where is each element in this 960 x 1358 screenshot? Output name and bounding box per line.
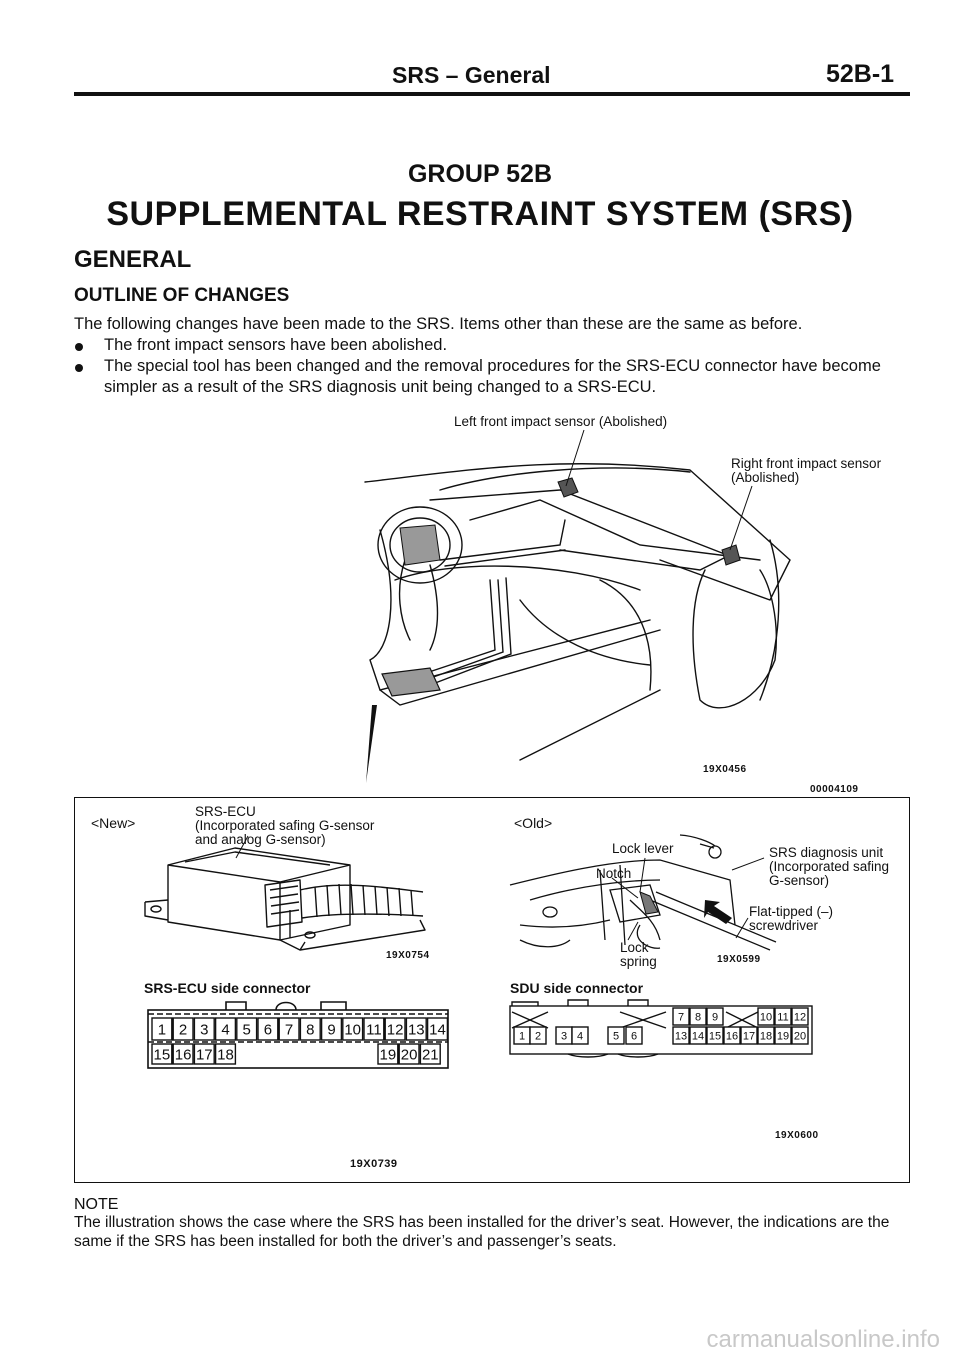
pointer-wedge	[366, 705, 377, 783]
lock-lever-label: Lock lever	[612, 841, 674, 856]
connector-pin-label: 7	[284, 1021, 294, 1039]
srs-ecu-connector-diagram	[146, 1000, 456, 1072]
old-tag: <Old>	[514, 815, 553, 831]
connector-pin-label: 8	[694, 1011, 702, 1024]
connector-pin-label: 6	[263, 1021, 273, 1039]
srs-ecu-label-2: (Incorporated safing G-sensor	[195, 818, 375, 833]
sdu-removal-illustration	[500, 830, 800, 960]
connector-pin-label: 4	[576, 1030, 584, 1043]
watermark: carmanualsonline.info	[706, 1326, 940, 1353]
sdu-connector-title: SDU side connector	[510, 980, 644, 996]
connector-pin-label: 20	[793, 1030, 807, 1043]
right-sensor-label-2: (Abolished)	[731, 470, 800, 485]
connector-pin-label: 14	[691, 1030, 705, 1043]
connector-pin-label: 17	[195, 1046, 213, 1064]
connector-pin-label: 16	[174, 1046, 192, 1064]
diag-unit-label-1: SRS diagnosis unit	[769, 845, 884, 860]
left-sensor-label: Left front impact sensor (Abolished)	[454, 414, 668, 429]
diag-unit-label-3: G-sensor)	[769, 873, 830, 888]
bullet-item-1: The front impact sensors have been abolished.	[104, 336, 448, 354]
connector-pin-label: 3	[200, 1021, 209, 1039]
intro-paragraph: The following changes have been made to the SRS. Items other than these are the same as before.	[74, 315, 803, 333]
connector-pin-label: 12	[793, 1011, 807, 1024]
right-sensor-label-1: Right front impact sensor	[731, 456, 882, 471]
connector-pin-label: 19	[379, 1046, 397, 1064]
srs-ecu-label-3: and analog G-sensor)	[195, 832, 326, 847]
connector-pin-label: 21	[421, 1046, 439, 1064]
connector-pin-label: 9	[711, 1011, 719, 1024]
connector-pin-label: 3	[560, 1030, 568, 1043]
connector-pin-label: 1	[518, 1030, 526, 1043]
connector-pin-label: 12	[386, 1021, 404, 1039]
note-title: NOTE	[74, 1196, 119, 1213]
figure1-code: 19X0456	[703, 764, 747, 775]
connector-pin-label: 2	[178, 1021, 188, 1039]
connector-pin-label: 1	[157, 1021, 167, 1039]
screwdriver-label-1: Flat-tipped (–)	[749, 904, 834, 919]
bullet-item-2: The special tool has been changed and the removal procedures for the SRS-ECU connector have become simpler as a result of the SRS diagnosis unit being changed to a SRS-ECU.	[104, 357, 881, 396]
connector-pin-label: 10	[759, 1011, 773, 1024]
group-title: GROUP 52B	[407, 160, 553, 188]
connector-pin-label: 15	[153, 1046, 171, 1064]
connector-pin-label: 13	[674, 1030, 688, 1043]
connector-pin-label: 16	[725, 1030, 739, 1043]
sub-heading: OUTLINE OF CHANGES	[74, 285, 290, 306]
connector-pin-label: 19	[776, 1030, 790, 1043]
diag-unit-label-2: (Incorporated safing	[769, 859, 890, 874]
connector-pin-label: 8	[306, 1021, 315, 1039]
old-figure-code: 19X0599	[717, 954, 761, 965]
connector-pin-label: 10	[344, 1021, 362, 1039]
sdu-connector-diagram	[508, 1000, 818, 1060]
document-title: SUPPLEMENTAL RESTRAINT SYSTEM (SRS)	[106, 195, 854, 233]
screwdriver-label-2: screwdriver	[749, 918, 819, 933]
new-tag: <New>	[91, 815, 136, 831]
connector-pin-label: 15	[708, 1030, 722, 1043]
sdu-connector-code: 19X0600	[775, 1130, 819, 1141]
connector-pin-label: 14	[429, 1021, 446, 1039]
connector-pin-label: 9	[327, 1021, 336, 1039]
connector-pin-label: 2	[534, 1030, 542, 1043]
srs-ecu-label-1: SRS-ECU	[195, 804, 256, 819]
srs-ecu-shape	[382, 668, 440, 696]
srs-ecu-illustration	[140, 830, 440, 950]
connector-pin-label: 18	[217, 1046, 234, 1064]
new-figure-code: 19X0754	[386, 950, 430, 961]
connector-pin-label: 7	[677, 1011, 685, 1024]
connector-pin-label: 11	[777, 1011, 789, 1024]
connector-pin-label: 6	[630, 1030, 638, 1043]
push-arrow-icon	[704, 900, 732, 924]
connector-pin-label: 13	[407, 1021, 425, 1039]
note-text: The illustration shows the case where the SRS has been installed for the driver’s seat. However, the indications are the same if the SRS has been installed for both the driver’s and passenger’s seats.	[74, 1214, 890, 1250]
figure1-ref: 00004109	[810, 784, 859, 795]
srs-ecu-connector-title: SRS-ECU side connector	[144, 980, 311, 996]
connector-pin-label: 11	[366, 1021, 382, 1039]
section-header: SRS – General	[392, 62, 551, 88]
section-heading: GENERAL	[74, 246, 192, 273]
connector-pin-label: 4	[221, 1021, 230, 1039]
connector-pin-label: 5	[242, 1021, 251, 1039]
connector-pin-label: 5	[612, 1030, 620, 1043]
page-number: 52B-1	[826, 60, 895, 88]
srs-ecu-connector-code: 19X0739	[350, 1158, 398, 1170]
connector-pin-label: 17	[742, 1030, 756, 1043]
connector-pin-label: 20	[400, 1046, 418, 1064]
notch-label: Notch	[596, 866, 632, 881]
lock-spring-label-2: spring	[620, 954, 657, 969]
lock-spring-label-1: Lock	[620, 940, 649, 955]
connector-pin-label: 18	[759, 1030, 773, 1043]
